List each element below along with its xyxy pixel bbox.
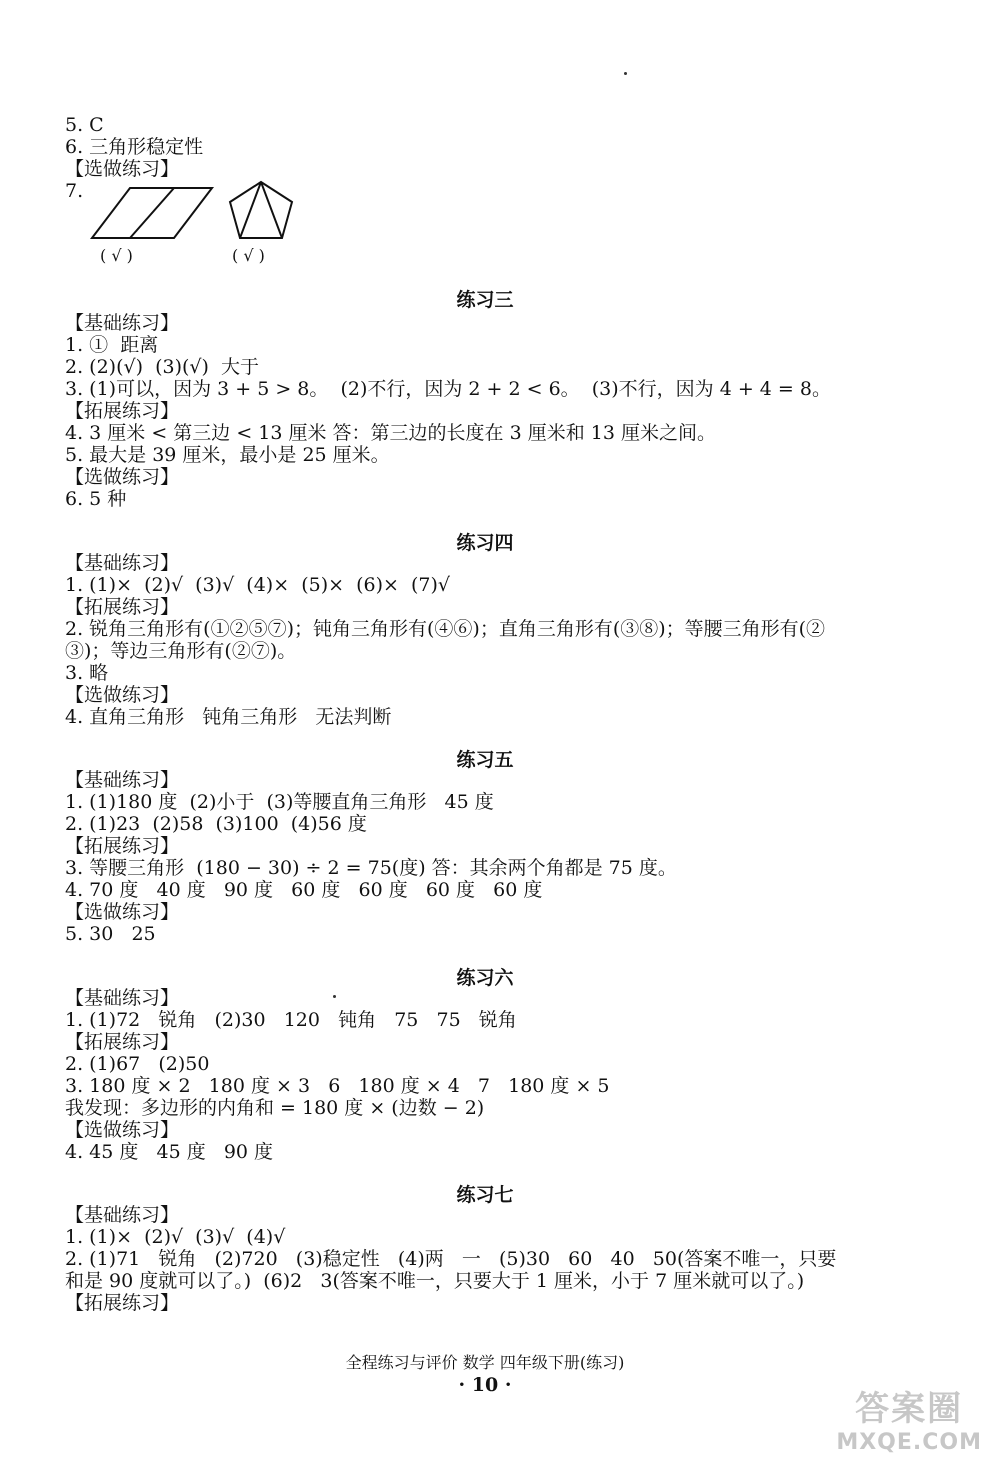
section-label: 【选做练习】 <box>65 158 180 180</box>
watermark-text: 答案圈 <box>855 1389 964 1429</box>
diagonal-line <box>261 182 282 238</box>
answer-line: 2. (1)67 (2)50 <box>65 1053 210 1075</box>
diagonal-line <box>130 188 174 238</box>
answer-line: 3. 略 <box>65 662 109 684</box>
section-label: 【拓展练习】 <box>65 400 180 422</box>
answer-line: 2. 锐角三角形有(①②⑤⑦)；钝角三角形有(④⑥)；直角三角形有(③⑧)；等腰三角形有(② <box>65 618 826 640</box>
section-label: 【选做练习】 <box>65 901 180 923</box>
answer-line: 3. 180 度 × 2 180 度 × 3 6 180 度 × 4 7 180 度 × 5 <box>65 1075 610 1097</box>
section-label: 【基础练习】 <box>65 312 180 334</box>
answer-line: 5. 最大是 39 厘米，最小是 25 厘米。 <box>65 444 390 466</box>
check-mark-left: ( √ ) <box>100 246 133 265</box>
section-label: 【选做练习】 <box>65 684 180 706</box>
answer-line: 2. (1)23 (2)58 (3)100 (4)56 度 <box>65 813 367 835</box>
section-label: 【选做练习】 <box>65 1119 180 1141</box>
section-label: 【选做练习】 <box>65 466 180 488</box>
diagonal-line <box>240 182 261 238</box>
answer-line: 2. (1)71 锐角 (2)720 (3)稳定性 (4)两 一 (5)30 60 40 50(答案不唯一，只要 <box>65 1248 837 1270</box>
answer-line: 1. (1)72 锐角 (2)30 120 钝角 75 75 锐角 <box>65 1009 517 1031</box>
section-label: 【拓展练习】 <box>65 1292 180 1314</box>
parallelogram-figure <box>90 186 215 241</box>
answer-line: 6. 三角形稳定性 <box>65 136 204 158</box>
section-title: 练习四 <box>456 532 514 554</box>
section-title: 练习七 <box>456 1184 514 1206</box>
section-label: 【拓展练习】 <box>65 1031 180 1053</box>
section-label: 【基础练习】 <box>65 1204 180 1226</box>
answer-line: 4. 3 厘米 < 第三边 < 13 厘米 答：第三边的长度在 3 厘米和 13 厘米之间。 <box>65 422 716 444</box>
answer-line: 1. (1)× (2)√ (3)√ (4)√ <box>65 1226 286 1248</box>
answer-line: 6. 5 种 <box>65 488 127 510</box>
answer-line: 4. 70 度 40 度 90 度 60 度 60 度 60 度 60 度 <box>65 879 543 901</box>
page-number: · 10 · <box>458 1374 512 1396</box>
answer-line: ③)；等边三角形有(②⑦)。 <box>65 640 297 662</box>
answer-line: 5. C <box>65 114 104 136</box>
answer-line: 7. <box>65 180 84 202</box>
answer-line: 4. 直角三角形 钝角三角形 无法判断 <box>65 706 392 728</box>
answer-line: 3. (1)可以，因为 3 + 5 > 8。 (2)不行，因为 2 + 2 < 6。 (3)不行，因为 4 + 4 = 8。 <box>65 378 831 400</box>
answer-line: 1. (1)180 度 (2)小于 (3)等腰直角三角形 45 度 <box>65 791 494 813</box>
section-title: 练习五 <box>456 749 514 771</box>
answer-line: 和是 90 度就可以了。) (6)2 3(答案不唯一，只要大于 1 厘米，小于 7 厘米就可以了。) <box>65 1270 805 1292</box>
answer-line: 1. (1)× (2)√ (3)√ (4)× (5)× (6)× (7)√ <box>65 574 451 596</box>
check-mark-right: ( √ ) <box>232 246 265 265</box>
watermark-url: MXQE.COM <box>836 1430 982 1455</box>
scan-dot <box>624 72 627 75</box>
answer-line: 我发现：多边形的内角和 = 180 度 × (边数 − 2) <box>65 1097 485 1119</box>
answer-line: 4. 45 度 45 度 90 度 <box>65 1141 274 1163</box>
pentagon-figure <box>226 180 296 242</box>
watermark-logo <box>836 1381 982 1455</box>
section-title: 练习三 <box>456 289 514 311</box>
section-label: 【拓展练习】 <box>65 596 180 618</box>
section-label: 【基础练习】 <box>65 769 180 791</box>
answer-line: 1. ① 距离 <box>65 334 159 356</box>
answer-line: 3. 等腰三角形 (180 − 30) ÷ 2 = 75(度) 答：其余两个角都是 75 度。 <box>65 857 677 879</box>
answer-line: 2. (2)(√) (3)(√) 大于 <box>65 356 260 378</box>
section-title: 练习六 <box>456 967 514 989</box>
book-title-footer: 全程练习与评价 数学 四年级下册(练习) <box>345 1353 625 1372</box>
section-label: 【拓展练习】 <box>65 835 180 857</box>
answer-line: 5. 30 25 <box>65 923 156 945</box>
section-label: 【基础练习】 <box>65 552 180 574</box>
section-label: 【基础练习】 <box>65 987 180 1009</box>
scan-dot <box>333 995 336 998</box>
